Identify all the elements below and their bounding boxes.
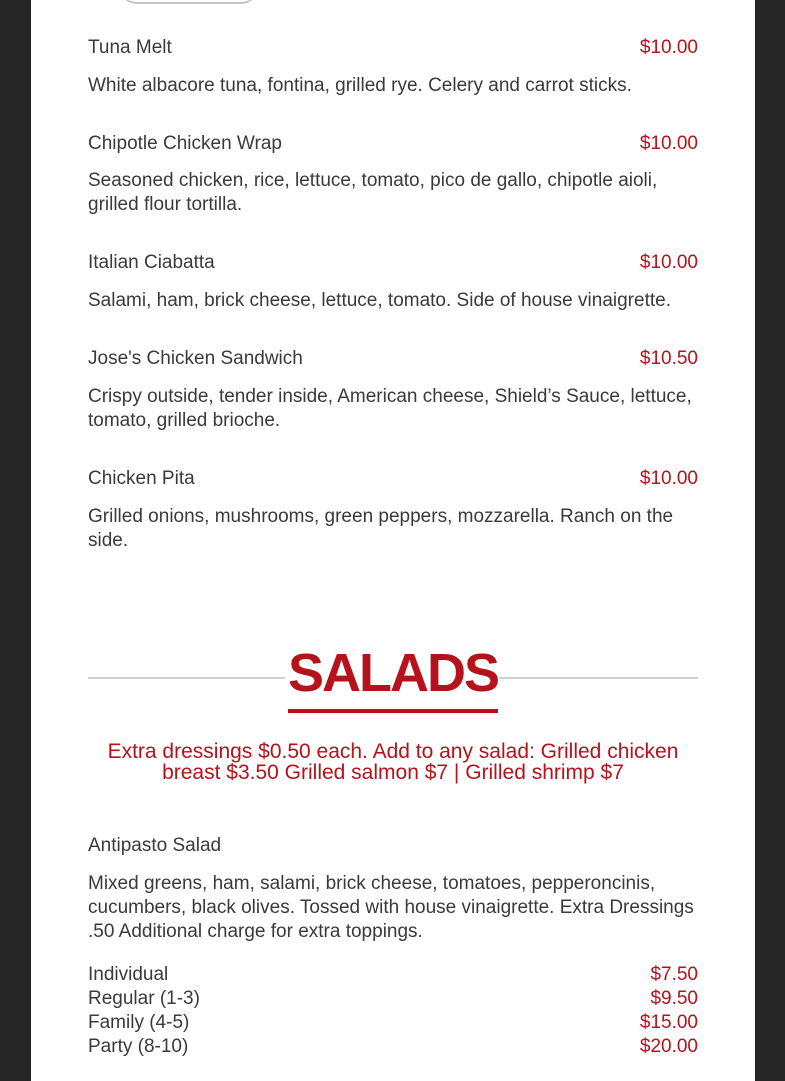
menu-item bbox=[88, 834, 698, 1059]
size-row bbox=[88, 1035, 698, 1059]
item-name: Antipasto Salad bbox=[88, 835, 222, 856]
section-header-salads bbox=[88, 638, 698, 718]
item-name: Italian Ciabatta bbox=[88, 252, 215, 273]
size-price: $7.50 bbox=[650, 964, 698, 985]
item-name: Tuna Melt bbox=[88, 37, 172, 58]
item-description: Seasoned chicken, rice, lettuce, tomato, pico de gallo, chipotle aioli, grilled flour tortilla. bbox=[88, 170, 658, 215]
section-note: Extra dressings $0.50 each. Add to any salad: Grilled chicken breast $3.50 Grilled salmon $7 | Grilled shrimp $7 bbox=[107, 740, 679, 784]
divider-left bbox=[88, 677, 285, 679]
size-price: $20.00 bbox=[639, 1036, 698, 1057]
item-name: Jose's Chicken Sandwich bbox=[88, 348, 303, 369]
item-description: White albacore tuna, fontina, grilled rye. Celery and carrot sticks. bbox=[88, 75, 632, 96]
size-row bbox=[88, 1011, 698, 1035]
item-description: Mixed greens, ham, salami, brick cheese, tomatoes, pepperoncinis, cucumbers, black olives. Tossed with house vinaigrette. Extra Dressings .50 Additional charge for extra toppings. bbox=[88, 873, 694, 942]
size-price: $9.50 bbox=[650, 988, 698, 1009]
item-price: $10.00 bbox=[639, 133, 698, 154]
item-description: Crispy outside, tender inside, American cheese, Shield’s Sauce, lettuce, tomato, grilled brioche. bbox=[88, 386, 692, 431]
item-price: $10.00 bbox=[639, 252, 698, 273]
cropped-heading-remnant bbox=[119, 0, 259, 4]
size-price-list bbox=[88, 963, 698, 1059]
size-label: Individual bbox=[88, 964, 169, 985]
menu-item bbox=[88, 347, 698, 433]
menu-item bbox=[88, 251, 698, 313]
item-name: Chicken Pita bbox=[88, 468, 195, 489]
item-price: $10.00 bbox=[639, 468, 698, 489]
item-description: Grilled onions, mushrooms, green peppers, mozzarella. Ranch on the side. bbox=[88, 506, 674, 551]
menu-item bbox=[88, 36, 698, 98]
size-label: Party (8-10) bbox=[88, 1036, 189, 1057]
item-price: $10.00 bbox=[639, 37, 698, 58]
size-label: Regular (1-3) bbox=[88, 988, 200, 1009]
menu-item bbox=[88, 132, 698, 217]
menu-item bbox=[88, 467, 698, 553]
item-name: Chipotle Chicken Wrap bbox=[88, 133, 282, 154]
size-label: Family (4-5) bbox=[88, 1012, 190, 1033]
item-price: $10.50 bbox=[639, 348, 698, 369]
size-row bbox=[88, 963, 698, 987]
menu-page bbox=[31, 0, 755, 1081]
size-price: $15.00 bbox=[639, 1012, 698, 1033]
item-description: Salami, ham, brick cheese, lettuce, tomato. Side of house vinaigrette. bbox=[88, 290, 671, 311]
size-row bbox=[88, 987, 698, 1011]
section-title: SALADS bbox=[288, 643, 498, 713]
divider-right bbox=[499, 677, 698, 679]
